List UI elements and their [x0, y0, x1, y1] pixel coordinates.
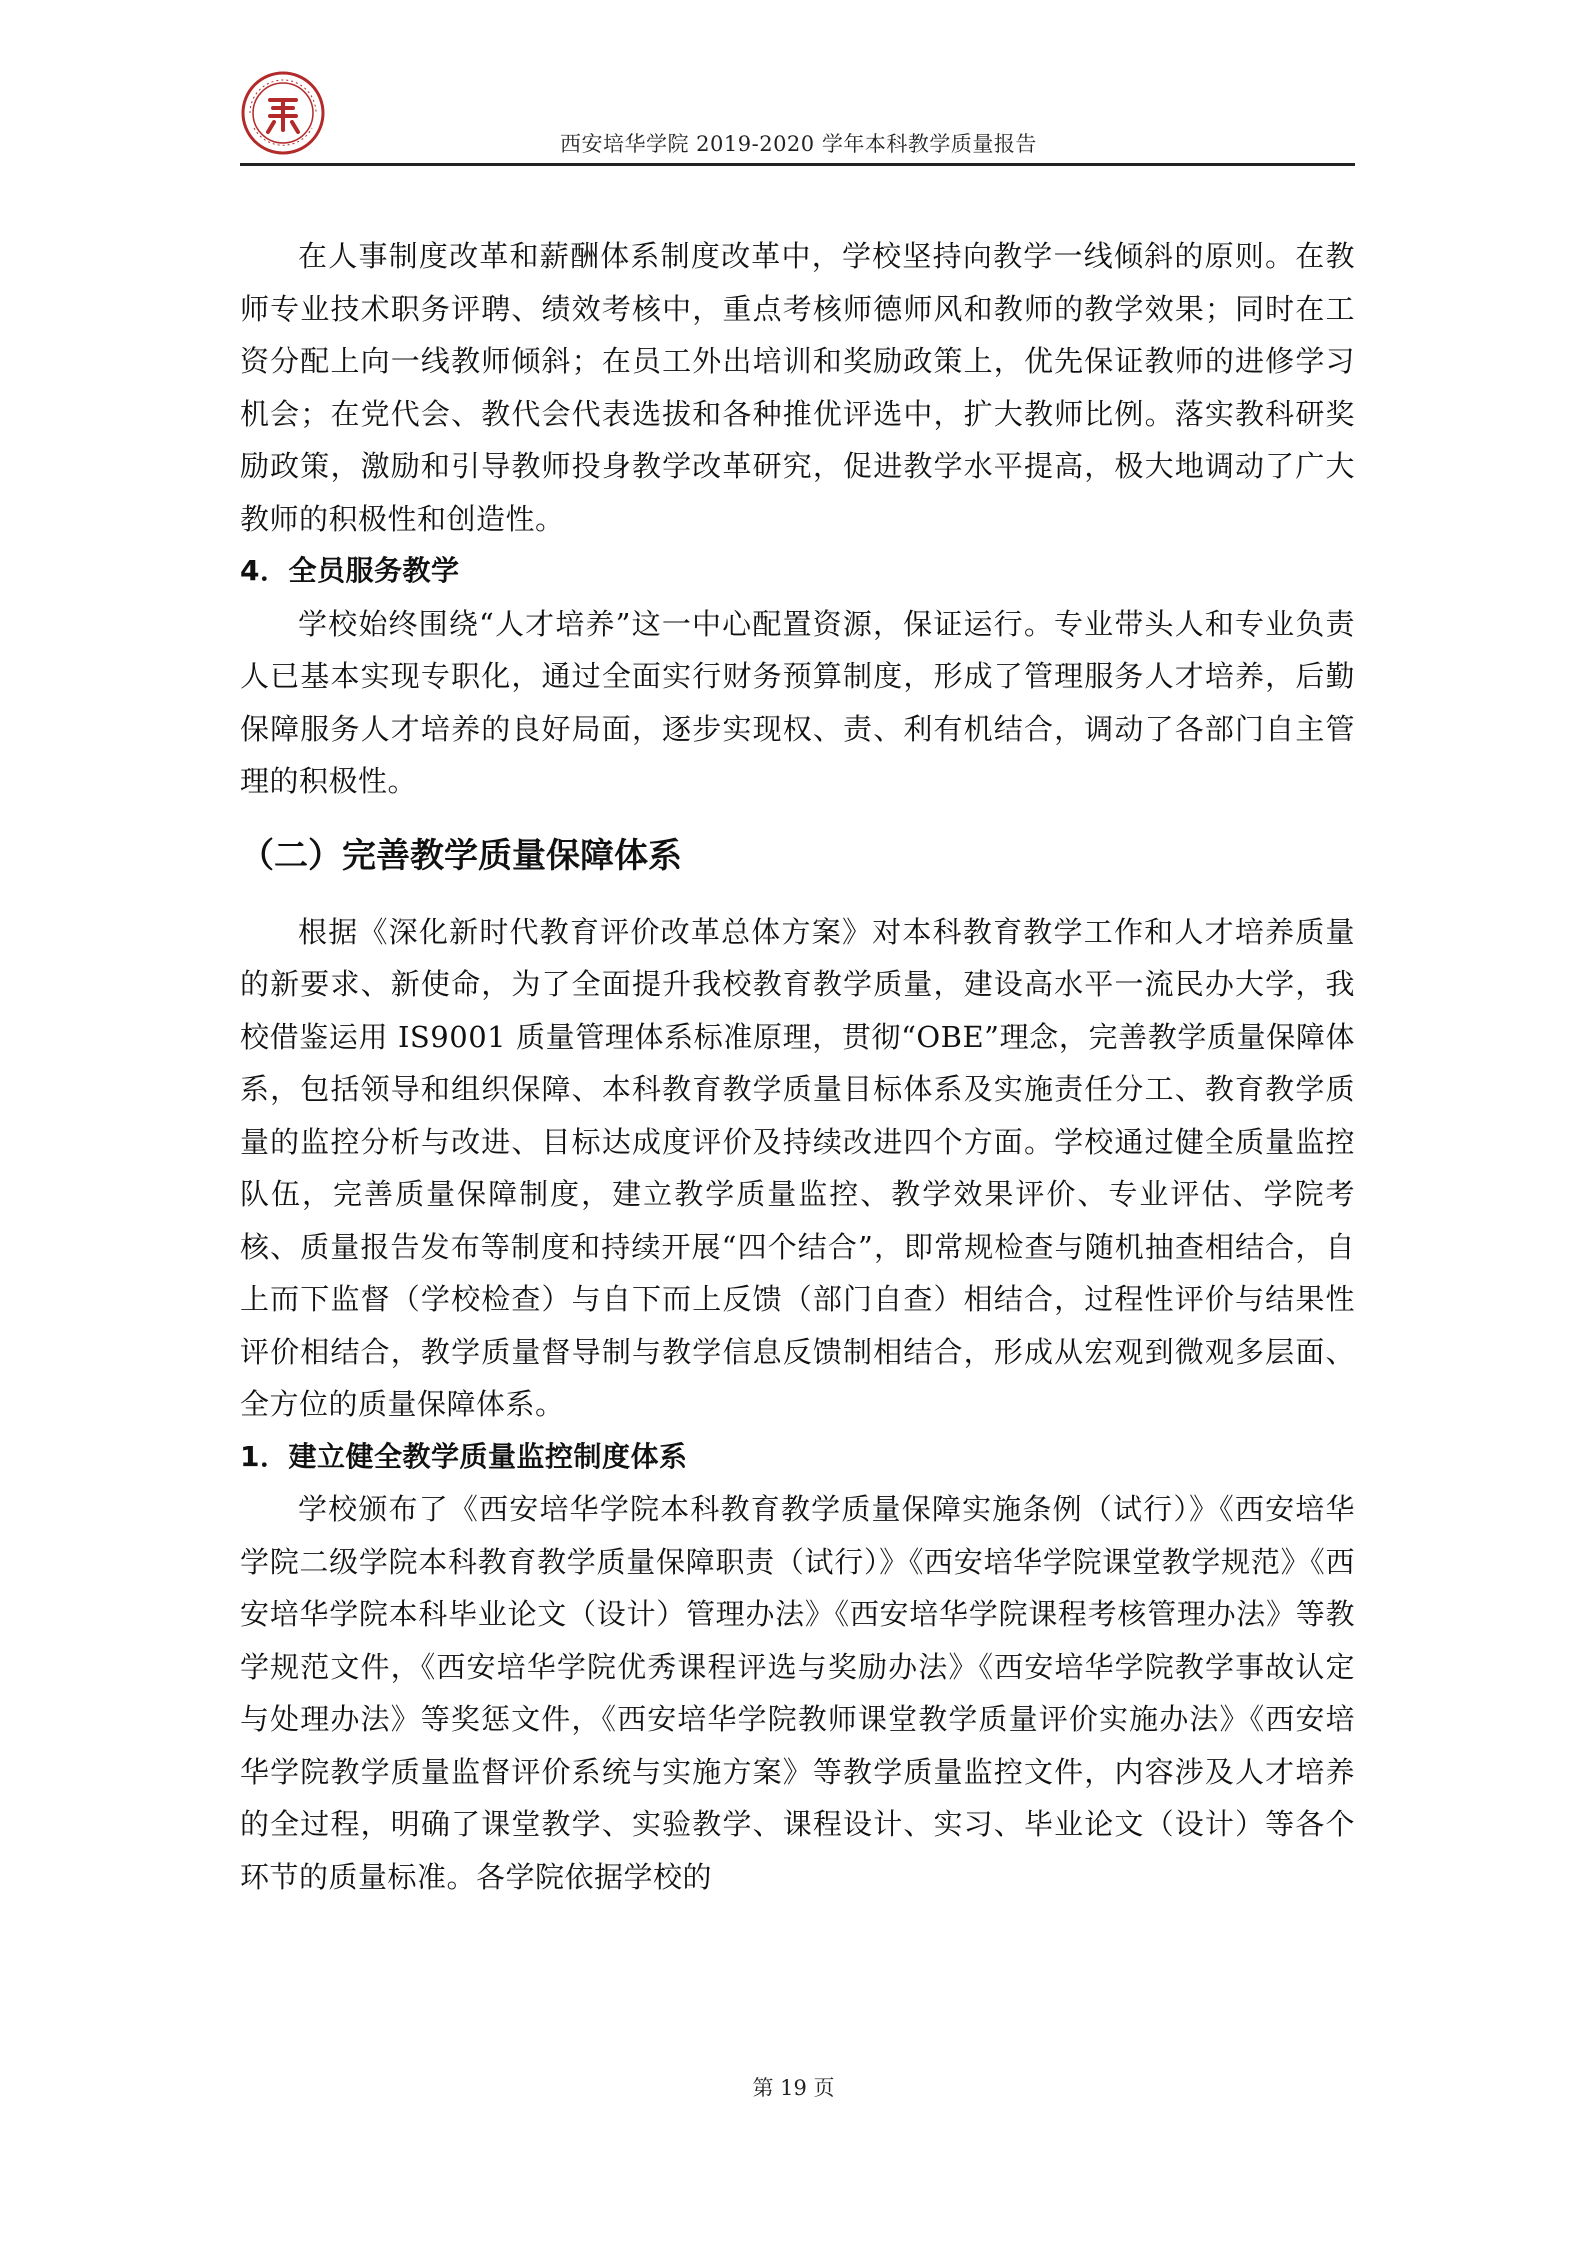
- paragraph-personnel-reform: 在人事制度改革和薪酬体系制度改革中，学校坚持向教学一线倾斜的原则。在教师专业技术职务评聘、绩效考核中，重点考核师德师风和教师的教学效果；同时在工资分配上向一线教师倾斜；在员工外出培训和奖励政策上，优先保证教师的进修学习机会；在党代会、教代会代表选拔和各种推优评选中，扩大教师比例。落实教科研奖励政策，激励和引导教师投身教学改革研究，促进教学水平提高，极大地调动了广大教师的积极性和创造性。: [240, 239, 1355, 536]
- chapter-heading-quality-system: （二）完善教学质量保障体系: [240, 835, 682, 876]
- paragraph-service-teaching: 学校始终围绕“人才培养”这一中心配置资源，保证运行。专业带头人和专业负责人已基本实现专职化，通过全面实行财务预算制度，形成了管理服务人才培养，后勤保障服务人才培养的良好局面，逐步实现权、责、利有机结合，调动了各部门自主管理的积极性。: [240, 606, 1355, 798]
- running-header-title: 西安培华学院 2019-2020 学年本科教学质量报告: [560, 132, 1037, 156]
- section-heading-4: 4．全员服务教学: [240, 554, 460, 587]
- paragraph-regulation-documents: 学校颁布了《西安培华学院本科教育教学质量保障实施条例（试行）》《西安培华学院二级学院本科教育教学质量保障职责（试行）》《西安培华学院课堂教学规范》《西安培华学院本科毕业论文（设计）管理办法》《西安培华学院课程考核管理办法》等教学规范文件，《西安培华学院优秀课程评选与奖励办法》《西安培华学院教学事故认定与处理办法》等奖惩文件，《西安培华学院教师课堂教学质量评价实施办法》《西安培华学院教学质量监督评价系统与实施方案》等教学质量监控文件，内容涉及人才培养的全过程，明确了课堂教学、实验教学、课程设计、实习、毕业论文（设计）等各个环节的质量标准。各学院依据学校的: [240, 1492, 1355, 1894]
- page-number: 第 19 页: [752, 2076, 835, 2100]
- header-divider: [240, 163, 1355, 166]
- paragraph-quality-assurance: 根据《深化新时代教育评价改革总体方案》对本科教育教学工作和人才培养质量的新要求、新使命，为了全面提升我校教育教学质量，建设高水平一流民办大学，我校借鉴运用 IS9001 质量管理体系标准原理，贯彻“OBE”理念，完善教学质量保障体系，包括领导和组织保障、本科教育教学质量目标体系及实施责任分工、教育教学质量的监控分析与改进、目标达成度评价及持续改进四个方面。学校通过健全质量监控队伍，完善质量保障制度，建立教学质量监控、教学效果评价、专业评估、学院考核、质量报告发布等制度和持续开展“四个结合”，即常规检查与随机抽查相结合，自上而下监督（学校检查）与自下而上反馈（部门自查）相结合，过程性评价与结果性评价相结合，教学质量督导制与教学信息反馈制相结合，形成从宏观到微观多层面、全方位的质量保障体系。: [240, 914, 1355, 1421]
- document-body: [240, 230, 1355, 1903]
- section-heading-1: 1．建立健全教学质量监控制度体系: [240, 1439, 688, 1473]
- university-seal-logo: [240, 70, 326, 156]
